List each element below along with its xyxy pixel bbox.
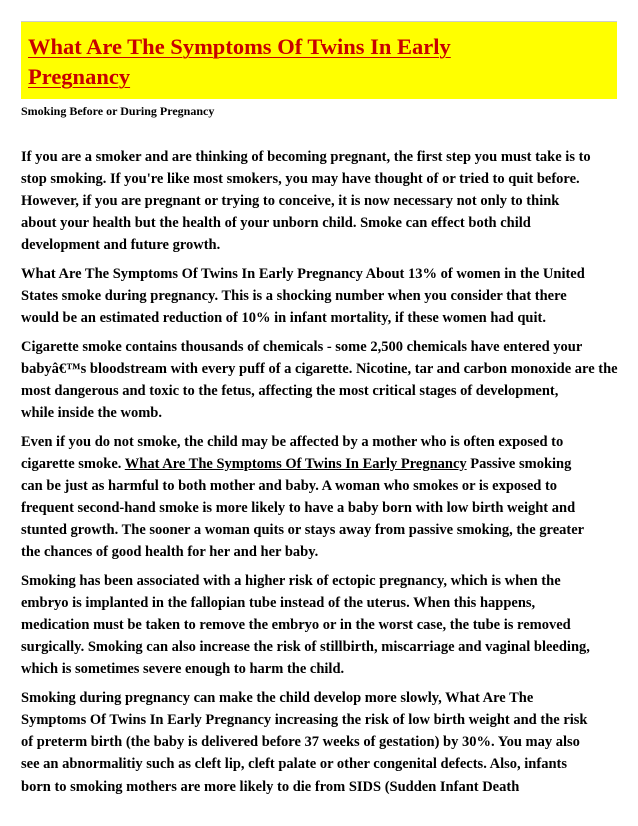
paragraph-line: which is sometimes severe enough to harm the child. [21, 661, 345, 678]
paragraph-text: Passive smoking [466, 456, 572, 472]
paragraph-1 [21, 146, 638, 256]
paragraph-line: Smoking during pregnancy can make the child develop more slowly, What Are The [21, 690, 534, 707]
paragraph-line [21, 453, 638, 475]
paragraph-line: Cigarette smoke contains thousands of chemicals - some 2,500 chemicals have entered your [21, 338, 583, 355]
paragraph-line: babyâ€™s bloodstream with every puff of a cigarette. Nicotine, tar and carbon monoxide are the [21, 361, 618, 378]
article-link[interactable]: What Are The Symptoms Of Twins In Early Pregnancy [124, 456, 467, 472]
paragraph-line: However, if you are pregnant or trying to conceive, it is now necessary not only to think [21, 193, 560, 210]
paragraph-line: stop smoking. If you're like most smokers, you may have thought of or tried to quit before. [21, 171, 580, 188]
paragraph-line: can be just as harmful to both mother and baby. A woman who smokes or is exposed to [21, 478, 558, 495]
paragraph-5 [21, 570, 638, 680]
page-title-line-2: Pregnancy [28, 64, 131, 89]
paragraph-line: Smoking has been associated with a higher risk of ectopic pregnancy, which is when the [21, 573, 561, 590]
paragraph-text: cigarette smoke. [21, 456, 125, 472]
paragraph-line: frequent second-hand smoke is more likely to have a baby born with low birth weight and [21, 500, 576, 517]
paragraph-line: born to smoking mothers are more likely to die from SIDS (Sudden Infant Death [21, 778, 520, 795]
paragraph-line: while inside the womb. [21, 405, 162, 422]
paragraph-line: of preterm birth (the baby is delivered before 37 weeks of gestation) by 30%. You may also [21, 734, 580, 751]
paragraph-line: see an abnormalitiy such as cleft lip, cleft palate or other congenital defects. Also, infants [21, 756, 567, 773]
paragraph-line: about your health but the health of your unborn child. Smoke can effect both child [21, 215, 531, 232]
paragraph-line: development and future growth. [21, 237, 221, 254]
page-title-line-1: What Are The Symptoms Of Twins In Early [28, 34, 451, 59]
paragraph-line: States smoke during pregnancy. This is a shocking number when you consider that there [21, 288, 567, 305]
paragraph-line: stunted growth. The sooner a woman quits or stays away from passive smoking, the greater [21, 522, 585, 539]
paragraph-4 [21, 431, 638, 564]
paragraph-line: If you are a smoker and are thinking of becoming pregnant, the first step you must take is to [21, 149, 591, 165]
paragraph-line: What Are The Symptoms Of Twins In Early Pregnancy About 13% of women in the United [21, 266, 585, 283]
paragraph-line: would be an estimated reduction of 10% in infant mortality, if these women had quit. [21, 310, 546, 327]
section-subtitle: Smoking Before or During Pregnancy [21, 104, 215, 118]
title-banner [21, 21, 617, 99]
paragraph-line: Even if you do not smoke, the child may be affected by a mother who is often exposed to [21, 433, 564, 450]
paragraph-line: Symptoms Of Twins In Early Pregnancy increasing the risk of low birth weight and the risk [21, 712, 588, 729]
paragraph-line: medication must be taken to remove the embryo or in the worst case, the tube is removed [21, 617, 571, 634]
paragraph-6 [21, 687, 638, 797]
paragraph-3 [21, 336, 638, 424]
paragraph-2 [21, 263, 638, 329]
page-title [28, 32, 451, 92]
paragraph-line: most dangerous and toxic to the fetus, affecting the most critical stages of development, [21, 383, 559, 400]
paragraph-line: the chances of good health for her and her baby. [21, 544, 319, 561]
article-body [21, 146, 638, 804]
paragraph-line: embryo is implanted in the fallopian tube instead of the uterus. When this happens, [21, 595, 536, 612]
paragraph-line: surgically. Smoking can also increase the risk of stillbirth, miscarriage and vaginal bleeding, [21, 639, 590, 656]
